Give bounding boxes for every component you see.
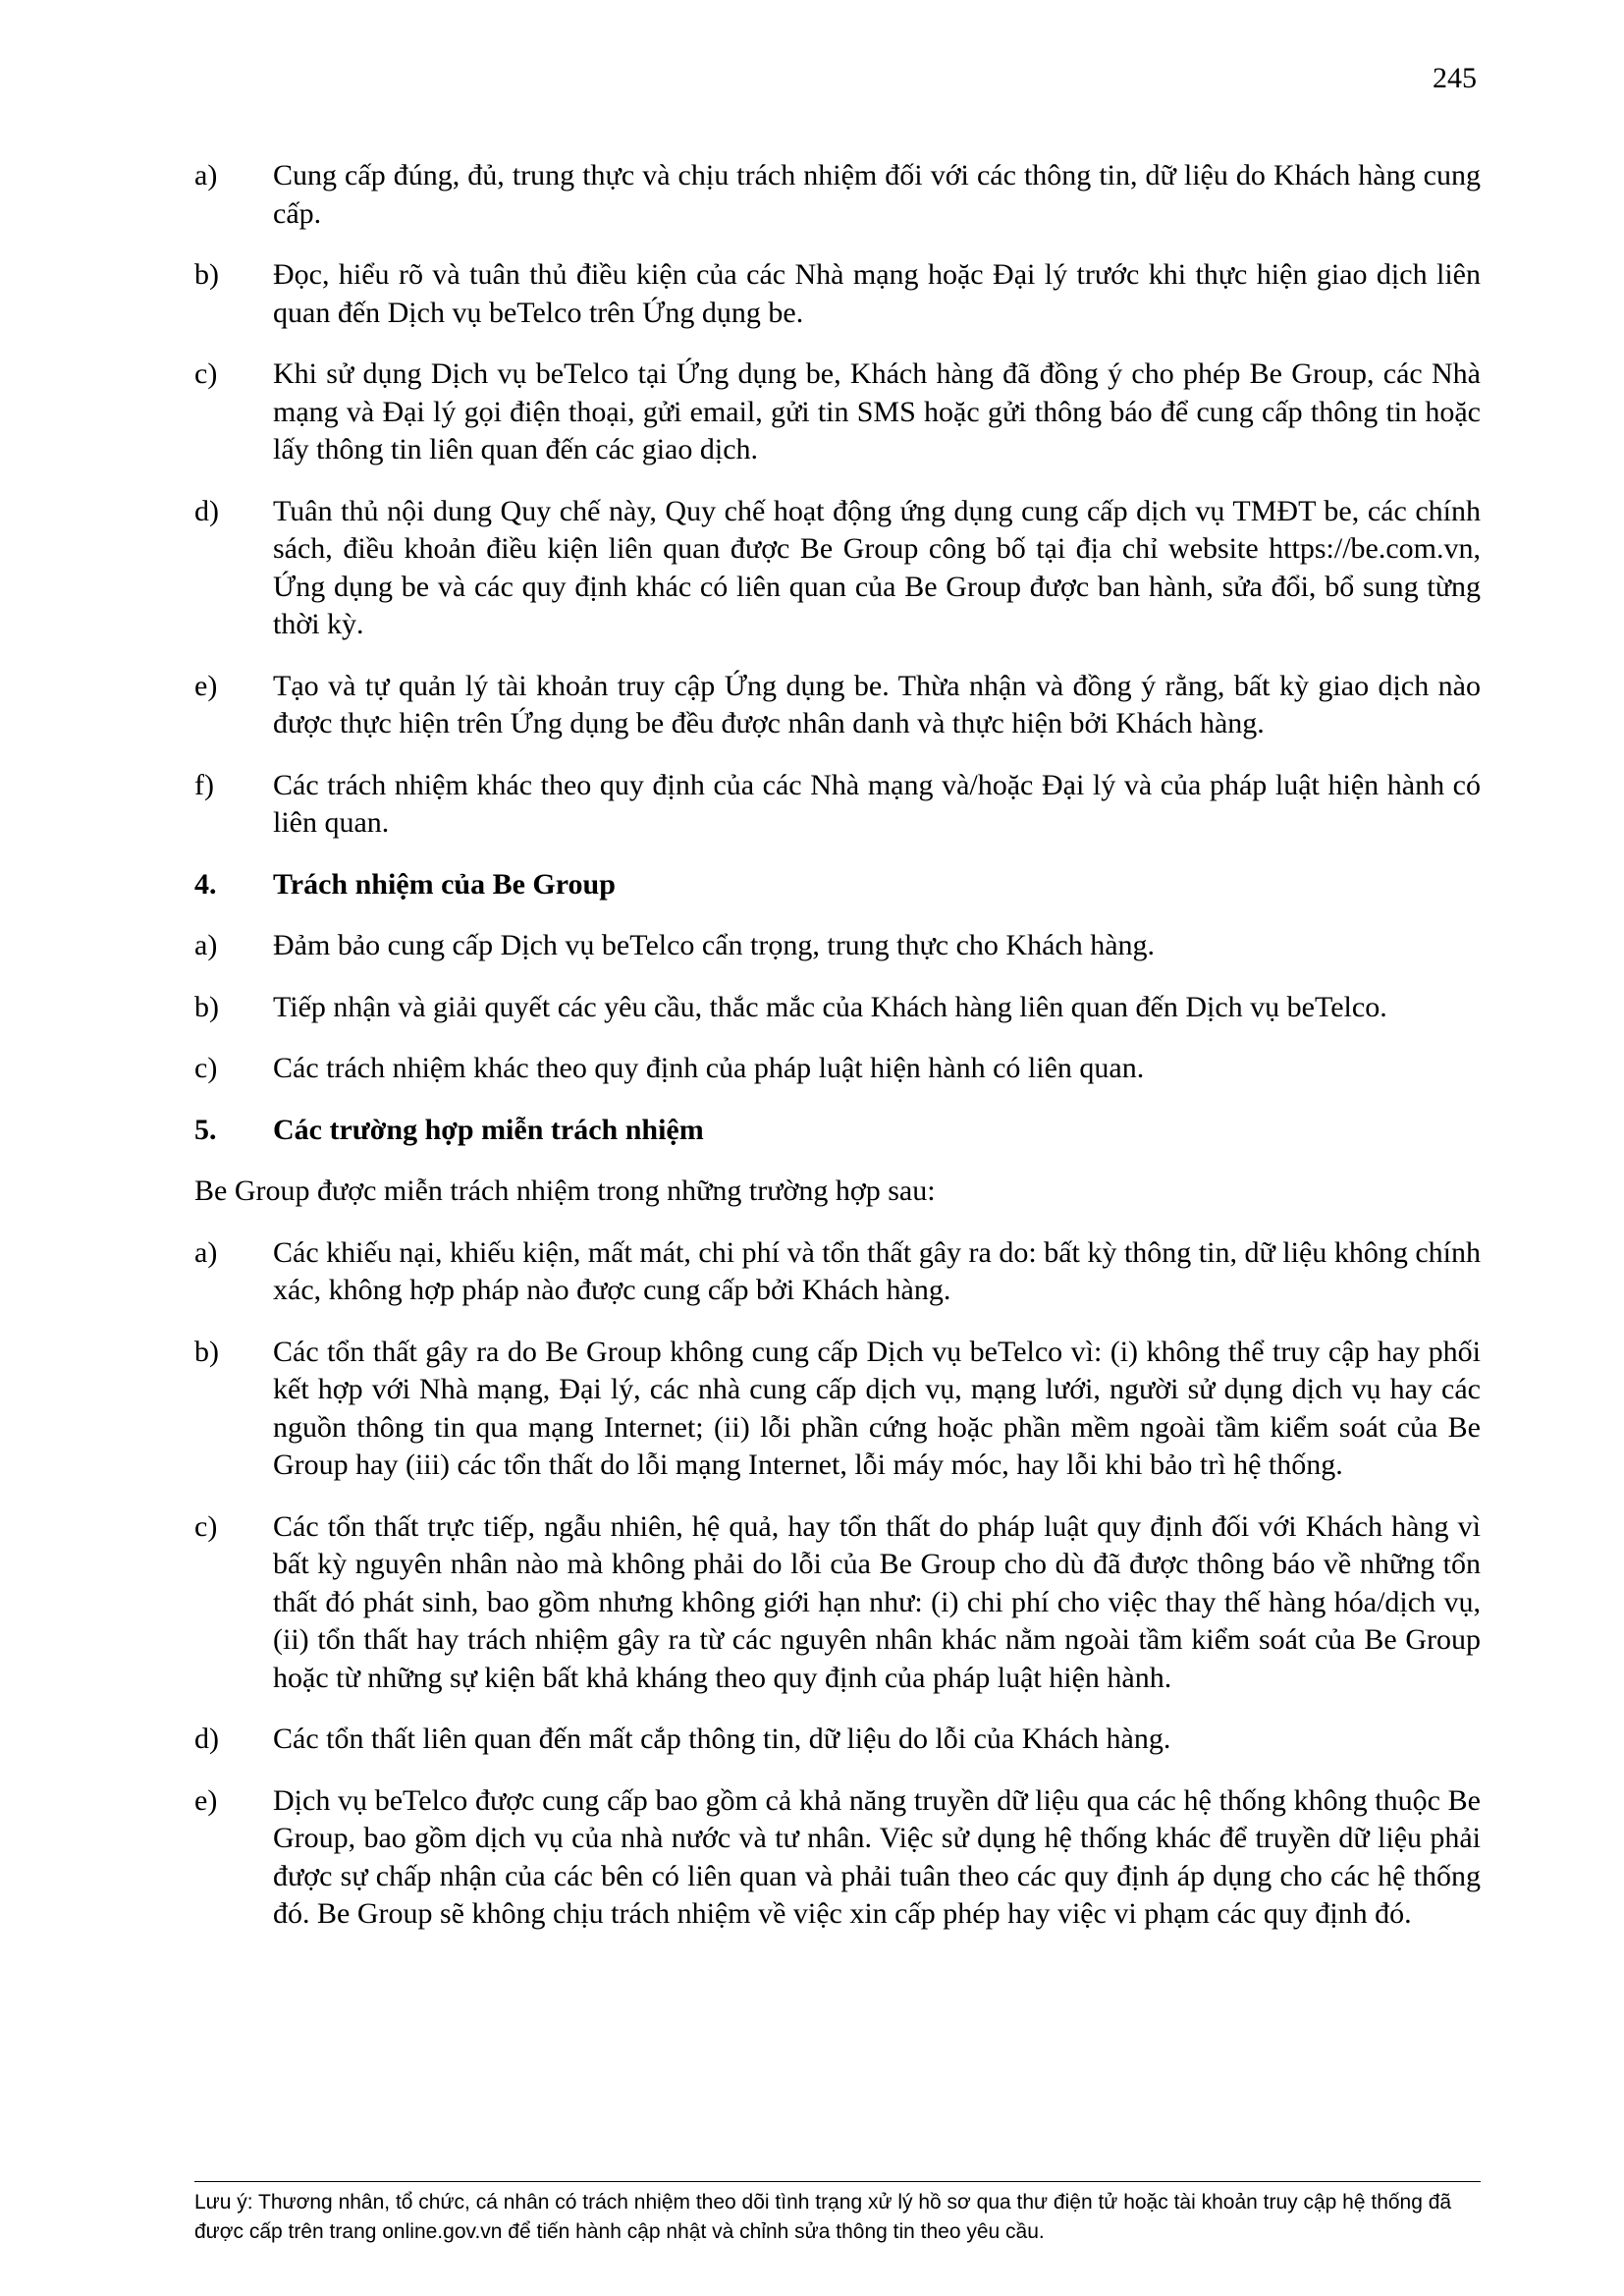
list-item [194, 256, 1481, 332]
list-item-text: Các tổn thất gây ra do Be Group không cung cấp Dịch vụ beTelco vì: (i) không thể truy cập hay phối kết hợp với Nhà mạng, Đại lý, các nhà cung cấp dịch vụ, mạng lưới, người sử dụng dịch vụ hay các nguồn thông tin qua mạng Internet; (ii) lỗi phần cứng hoặc phần mềm ngoài tầm kiểm soát của Be Group hay (iii) các tổn thất do lỗi mạng Internet, lỗi máy móc, hay lỗi khi bảo trì hệ thống. [273, 1335, 1481, 1481]
list-item [194, 1721, 1481, 1759]
list-item-text: Khi sử dụng Dịch vụ beTelco tại Ứng dụng be, Khách hàng đã đồng ý cho phép Be Group, các Nhà mạng và Đại lý gọi điện thoại, gửi email, gửi tin SMS hoặc gửi thông báo để cung cấp thông tin hoặc lấy thông tin liên quan đến các giao dịch. [273, 357, 1481, 465]
list-item-text: Tiếp nhận và giải quyết các yêu cầu, thắc mắc của Khách hàng liên quan đến Dịch vụ beTelco. [273, 990, 1387, 1023]
list-item [194, 1508, 1481, 1698]
section-heading [194, 866, 1481, 904]
list-item-label: e) [194, 669, 218, 702]
list-item [194, 1050, 1481, 1088]
list-item [194, 493, 1481, 644]
list-item-text: Đảm bảo cung cấp Dịch vụ beTelco cẩn trọng, trung thực cho Khách hàng. [273, 929, 1156, 961]
list-item [194, 668, 1481, 743]
list-item-text: Các tổn thất trực tiếp, ngẫu nhiên, hệ quả, hay tổn thất do pháp luật quy định đối với Khách hàng vì bất kỳ nguyên nhân nào mà không phải do lỗi của Be Group cho dù đã được thông báo về những tổn thất đó phát sinh, bao gồm nhưng không giới hạn như: (i) chi phí cho việc thay thế hàng hóa/dịch vụ, (ii) tổn thất hay trách nhiệm gây ra từ các nguyên nhân khác nằm ngoài tầm kiểm soát của Be Group hoặc từ những sự kiện bất khả kháng theo quy định của pháp luật hiện hành. [273, 1509, 1481, 1694]
section-title: Trách nhiệm của Be Group [273, 867, 616, 901]
list-item-label: a) [194, 1235, 218, 1269]
document-body [194, 157, 1481, 1957]
footer-note: Lưu ý: Thương nhân, tổ chức, cá nhân có trách nhiệm theo dõi tình trạng xử lý hồ sơ qua thư điện tử hoặc tài khoản truy cập hệ thống đã được cấp trên trang online.gov.vn để tiến hành cập nhật và chỉnh sửa thông tin theo yêu cầu. [194, 2191, 1452, 2243]
list-item-label: d) [194, 1722, 219, 1755]
list-item-label: d) [194, 494, 219, 527]
list-item-label: b) [194, 1335, 219, 1368]
list-item-text: Đọc, hiểu rõ và tuân thủ điều kiện của các Nhà mạng hoặc Đại lý trước khi thực hiện giao dịch liên quan đến Dịch vụ beTelco trên Ứng dụng be. [273, 258, 1481, 329]
list-item-label: a) [194, 929, 218, 961]
list-item-label: f) [194, 768, 214, 801]
list-item-label: b) [194, 990, 219, 1023]
list-item [194, 1782, 1481, 1934]
list-item-text: Dịch vụ beTelco được cung cấp bao gồm cả khả năng truyền dữ liệu qua các hệ thống không thuộc Be Group, bao gồm dịch vụ của nhà nước và tư nhân. Việc sử dụng hệ thống khác để truyền dữ liệu phải được sự chấp nhận của các bên có liên quan và phải tuân theo các quy định áp dụng cho các hệ thống đó. Be Group sẽ không chịu trách nhiệm về việc xin cấp phép hay việc vi phạm các quy định đó. [273, 1783, 1481, 1930]
page-number: 245 [1433, 62, 1477, 94]
list-item [194, 767, 1481, 843]
section-heading [194, 1112, 1481, 1150]
list-item-text: Tuân thủ nội dung Quy chế này, Quy chế hoạt động ứng dụng cung cấp dịch vụ TMĐT be, các chính sách, điều khoản điều kiện liên quan được Be Group công bố tại địa chỉ website https://be.com.vn, Ứng dụng be và các quy định khác có liên quan của Be Group được ban hành, sửa đổi, bổ sung từng thời kỳ. [273, 494, 1481, 640]
section-number: 4. [194, 867, 217, 901]
list-item-text: Các tổn thất liên quan đến mất cắp thông tin, dữ liệu do lỗi của Khách hàng. [273, 1722, 1171, 1755]
section-title: Các trường hợp miễn trách nhiệm [273, 1113, 704, 1146]
list-item-label: e) [194, 1783, 218, 1817]
list-item [194, 355, 1481, 469]
list-item-label: a) [194, 159, 218, 191]
list-item-label: c) [194, 1509, 218, 1543]
list-item [194, 157, 1481, 233]
list-item-label: b) [194, 258, 219, 291]
footer-divider [194, 2181, 1481, 2182]
list-item-label: c) [194, 1052, 218, 1084]
list-item [194, 989, 1481, 1027]
section-intro: Be Group được miễn trách nhiệm trong những trường hợp sau: [194, 1175, 936, 1207]
list-item-text: Các khiếu nại, khiếu kiện, mất mát, chi phí và tổn thất gây ra do: bất kỳ thông tin, dữ liệu không chính xác, không hợp pháp nào được cung cấp bởi Khách hàng. [273, 1235, 1481, 1306]
section-number: 5. [194, 1113, 217, 1146]
list-item-text: Cung cấp đúng, đủ, trung thực và chịu trách nhiệm đối với các thông tin, dữ liệu do Khách hàng cung cấp. [273, 159, 1481, 230]
list-item [194, 1234, 1481, 1310]
list-item-text: Các trách nhiệm khác theo quy định của pháp luật hiện hành có liên quan. [273, 1052, 1145, 1084]
list-item-text: Các trách nhiệm khác theo quy định của các Nhà mạng và/hoặc Đại lý và của pháp luật hiện hành có liên quan. [273, 768, 1481, 839]
list-item [194, 927, 1481, 965]
list-item [194, 1334, 1481, 1485]
list-item-text: Tạo và tự quản lý tài khoản truy cập Ứng dụng be. Thừa nhận và đồng ý rằng, bất kỳ giao dịch nào được thực hiện trên Ứng dụng be đều được nhân danh và thực hiện bởi Khách hàng. [273, 669, 1481, 739]
list-item-label: c) [194, 357, 218, 390]
